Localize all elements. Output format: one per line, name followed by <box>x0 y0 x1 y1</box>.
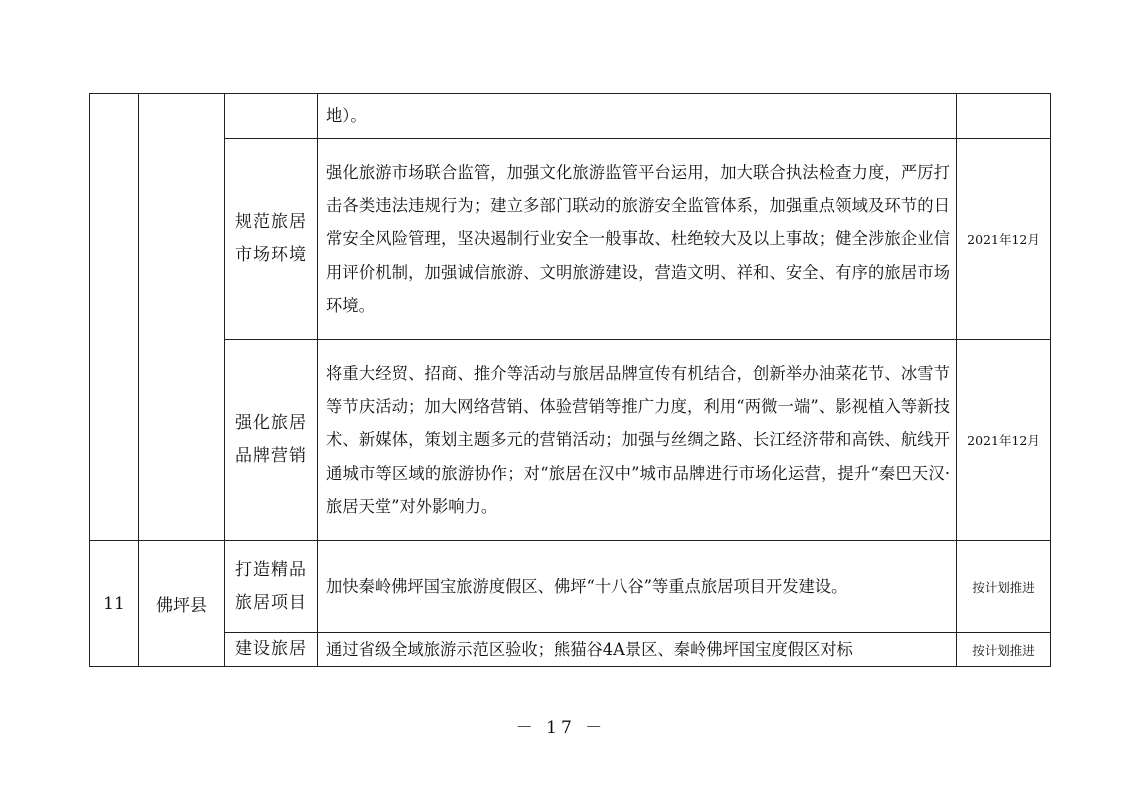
table-row <box>90 94 1051 139</box>
county-cell <box>139 94 225 541</box>
table-row <box>90 139 1051 340</box>
task-cell: 打造精品旅居项目 <box>225 541 318 633</box>
time-cell: 2021年12月 <box>957 340 1051 541</box>
time-cell: 按计划推进 <box>957 541 1051 633</box>
plan-table <box>89 93 1051 667</box>
task-cell: 强化旅居品牌营销 <box>225 340 318 541</box>
row-number-cell <box>90 94 139 541</box>
time-cell <box>957 94 1051 139</box>
table-row <box>90 541 1051 633</box>
content-cell: 通过省级全域旅游示范区验收；熊猫谷4A景区、秦岭佛坪国宝度假区对标 <box>318 633 957 667</box>
county-cell: 佛坪县 <box>139 541 225 667</box>
task-cell: 建设旅居 <box>225 633 318 667</box>
table-row <box>90 340 1051 541</box>
time-cell: 按计划推进 <box>957 633 1051 667</box>
table-row <box>90 633 1051 667</box>
page-number: － 17 － <box>515 718 607 738</box>
time-cell: 2021年12月 <box>957 139 1051 340</box>
row-number-cell: 11 <box>90 541 139 667</box>
task-cell <box>225 94 318 139</box>
content-cell: 地）。 <box>318 94 957 139</box>
content-cell: 加快秦岭佛坪国宝旅游度假区、佛坪“十八谷”等重点旅居项目开发建设。 <box>318 541 957 633</box>
content-cell: 将重大经贸、招商、推介等活动与旅居品牌宣传有机结合，创新举办油菜花节、冰雪节等节庆活动；加大网络营销、体验营销等推广力度，利用“两微一端”、影视植入等新技术、新媒体，策划主题多元的营销活动；加强与丝绸之路、长江经济带和高铁、航线开通城市等区域的旅游协作；对“旅居在汉中”城市品牌进行市场化运营，提升“秦巴天汉·旅居天堂”对外影响力。 <box>318 340 957 541</box>
task-cell: 规范旅居市场环境 <box>225 139 318 340</box>
content-cell: 强化旅游市场联合监管，加强文化旅游监管平台运用，加大联合执法检查力度，严厉打击各类违法违规行为；建立多部门联动的旅游安全监管体系，加强重点领域及环节的日常安全风险管理，坚决遏制行业安全一般事故、杜绝较大及以上事故；健全涉旅企业信用评价机制，加强诚信旅游、文明旅游建设，营造文明、祥和、安全、有序的旅居市场环境。 <box>318 139 957 340</box>
